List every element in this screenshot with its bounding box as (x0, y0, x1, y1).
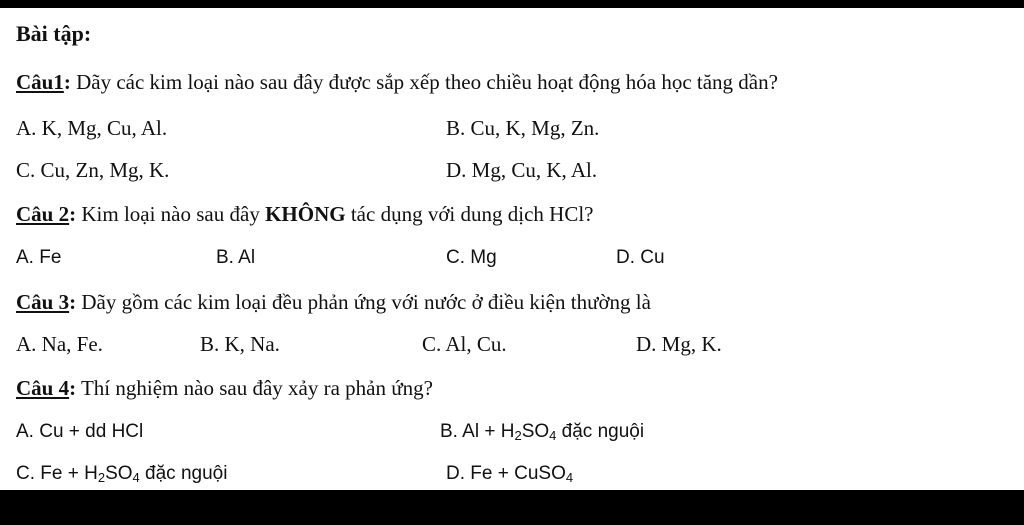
exercise-sheet (0, 8, 1024, 490)
question-2-text-before: Kim loại nào sau đây (76, 202, 266, 226)
question-4-option-b (440, 420, 644, 444)
question-3-text: Dãy gồm các kim loại đều phản ứng với nước ở điều kiện thường là (76, 290, 651, 314)
question-1-option-a: A. K, Mg, Cu, Al. (16, 116, 168, 140)
question-3-colon: : (69, 290, 77, 314)
question-2-option-b: B. Al (216, 247, 256, 268)
question-2-text-after: tác dụng với dung dịch HCl? (345, 202, 594, 226)
question-2-option-c: C. Mg (446, 247, 497, 268)
question-1-option-c: C. Cu, Zn, Mg, K. (16, 158, 170, 182)
question-4 (16, 376, 433, 400)
question-1 (16, 70, 778, 94)
question-1-label: Câu1 (16, 70, 64, 94)
formula-so-subscript: 4 (132, 470, 140, 485)
question-4-label: Câu 4 (16, 376, 70, 400)
question-2-emphasis: KHÔNG (265, 202, 346, 226)
question-4-option-d (446, 462, 573, 486)
question-3-option-b: B. K, Na. (200, 332, 280, 356)
option-b-suffix: đặc nguội (556, 421, 645, 442)
question-1-option-b: B. Cu, K, Mg, Zn. (446, 116, 600, 140)
option-b-prefix: B. Al + (440, 421, 501, 442)
question-3-label: Câu 3 (16, 290, 70, 314)
page-title: Bài tập: (16, 21, 92, 46)
formula-so-subscript: 4 (549, 428, 557, 443)
formula-subscript: 4 (565, 470, 574, 485)
question-2 (16, 202, 594, 226)
question-4-colon: : (69, 376, 77, 400)
formula-h-subscript: 2 (97, 470, 106, 485)
question-1-colon: : (63, 70, 71, 94)
question-1-option-d: D. Mg, Cu, K, Al. (446, 158, 598, 182)
question-3-option-c: C. Al, Cu. (422, 332, 507, 356)
formula-h: H (84, 463, 98, 484)
question-2-colon: : (69, 202, 77, 226)
question-2-label: Câu 2 (16, 202, 70, 226)
option-d-prefix: D. Fe + CuSO (446, 463, 566, 484)
formula-so: SO (521, 421, 550, 442)
question-2-option-a: A. Fe (16, 247, 62, 268)
question-3-option-d: D. Mg, K. (636, 332, 722, 356)
question-2-option-d: D. Cu (616, 247, 665, 268)
formula-h-subscript: 2 (514, 428, 522, 443)
question-3 (16, 290, 651, 314)
formula-so: SO (105, 463, 133, 484)
formula-h: H (500, 421, 515, 442)
question-3-option-a: A. Na, Fe. (16, 332, 103, 356)
question-1-text: Dãy các kim loại nào sau đây được sắp xếp theo chiều hoạt động hóa học tăng dần? (70, 70, 778, 94)
option-c-suffix: đặc nguội (139, 463, 228, 484)
question-4-text: Thí nghiệm nào sau đây xảy ra phản ứng? (76, 376, 433, 400)
option-c-prefix: C. Fe + (16, 463, 85, 484)
question-4-option-a: A. Cu + dd HCl (16, 421, 144, 442)
question-4-option-c (16, 462, 227, 486)
